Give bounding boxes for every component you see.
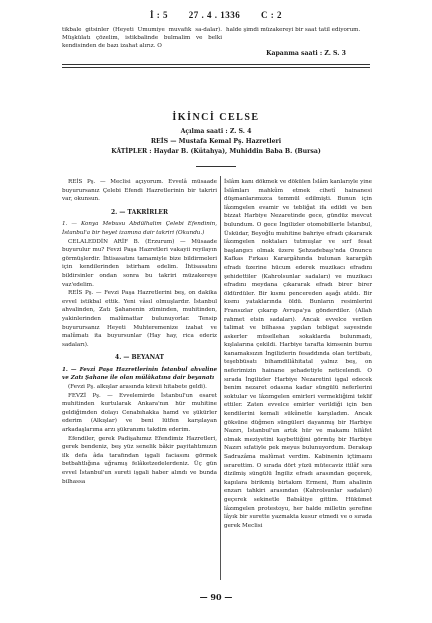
column-divider <box>220 176 221 580</box>
session-president: REİS — Mustafa Kemal Pş. Hazretleri <box>150 138 282 145</box>
page-number: — 90 — <box>199 592 233 602</box>
session-clerks: KÂTİPLER : Haydar B. (Kütahya), Muhiddin Baba B. (Bursa) <box>111 148 321 155</box>
paragraph: REİS Pş. — Meclisi açıyorum. Evvelâ müsaade buyurursanız Çelebi Efendi Hazretlerinin bir takriri var, okunsun. <box>62 179 217 203</box>
section-heading: 4. — BEYANAT <box>115 354 164 362</box>
paragraph: Efendiler, gerek Padişahımız Efendimiz Hazretleri, gerek bendeniz, beş yüz senelik bâkir payitahtımızın ilk defa âda tarafından işgali faciasını görmek betbahtlığına uğramış felâketzedelerdeniz. Üç gün evvel İstanbul'un sureti işgali haber alındı ve bunda bilhassa <box>62 435 217 485</box>
subsection-heading: 1. — Fevzi Paşa Hazretlerinin İstanbul ahvaline ve Zatı Şahane ile olan mülâkatına dair beyanatı <box>62 366 217 382</box>
paragraph: İslâm kanı dökmek ve dökülen İslâm kanlarıyle yine İslâmları mahkûm etmek cihetî hainanesi düşmanlarımızca temmül edilmişti. Bunun için lâzımgelen evamir ve tebliğat ifa edildi ve ben bizzat Harbiye Nezaretinde gece, gündüz mevcut bulundum. O gece İngilizler otomobillerle İstanbul, Üsküdar, Beyoğlu muhitine bahriye efradı çıkararak lâzımgelen noktaları tutmuşlar ve sırf fesat başlangıcı olmak üzere Şehzadebaşı'nda Onuncu Kafkas Fırkası Karargâhında bulunan karargâh efradı üzerine hücum ederek muzikacı efradını şehidettiler (Kahrolsunlar sadaları) ve muzikacı efradını meydana çıkararak efradı birer birer öldürdüler. Bir kısmı pencereden aşağı atıldı. Bir kısmı yataklarında öldü. Bunların resimlerini Fransızlar çıkarıp Avrupa'ya gönderdiler. (Allah rahmet etsin sadaları). Ancak evvelce verilen talimat ve bilhassa yapılan tebligat sayesinde askerler müsellehan sokaklarda bulunmadı, kışlalarına çekildi. Harbiye tarafta kimsenin burnu kanamaksızın İngilizlerin fesaddında olan tertibatı, teşebbüsatı bihamdillâhitatal yalnız beş, on neferimizin hainane şehadetiyle neticelendi. O sırada İngilizler Harbiye Nezaretini işgal edecek benim nezaret odasına kadar süngülü neferlerini soktular ve lâzımgelen emirleri vermekliğimi teklif ettiler. Zaten evvelce emirler verildiği için ben kendilerini kemali sükûnetle karşıladım. Ancak göksüne düğmen süngüleri dayanmış bir Harbiye Nazırı, İstanbul'un artık hür ve makamı hilâfet olmak meziyetini kaybettiğini görmüş bir Harbiye Nazırı sıfatiyle pek meyus bulunuyordum. Derakap Sadrazâma malûmat verdim. Kabinenin içtimaını ısrarettim. O sırada dört yüzü mütecaviz itilâf sıra dizilmiş süngülü İngiliz efradı arasından geçerek, kapılara birikmiş birtakım Ermeni, Rum ahalinin enzarı tahkiri arasından (Kahrolsunlar sadaları) geçerek sekinetle Babıâliye gittim. Hükümet lâzımgelen protestoyu, her halde milletin şerefine lâyık bir surette yazmakta kusur etmedi ve o sırada gerek Meclisi <box>224 179 372 529</box>
continued-text-right: halde şimdi müzakereyi bir saat tatil ediyorum. <box>226 27 361 33</box>
subsection-heading: 1. — Konya Mebusu Abdülhalim Çelebi Efendinin, İstanbul'a bir heyet izamına dair takriri (Okundu.) <box>62 221 217 236</box>
closing-time: Kapanma saati : Z. S. 3 <box>266 50 346 57</box>
header-date: 27 . 4 . 1336 <box>188 10 241 20</box>
left-column <box>62 178 217 486</box>
header-right: C : 2 <box>261 10 282 20</box>
right-column <box>224 178 372 530</box>
separator-rule <box>62 64 370 65</box>
header-left: İ : 5 <box>150 10 168 20</box>
paragraph: FEVZİ Pş. — Evvelemirde İstanbul'un esaret muhitinden kurtularak Ankara'nın hür muhitine geldiğimden dolayı Cenabıhakka hamd ve şükürler ederim (Alkışlar) ve beni lütfen karşılayan arkadaşlarıma arzı şükranımı takdim ederim. <box>62 392 217 434</box>
opening-time: Açılma saati : Z. S. 4 <box>180 128 252 135</box>
short-rule <box>196 166 236 167</box>
separator-rule-2 <box>62 67 370 68</box>
paragraph: CELALEDDİN ARİF B. (Erzurum) — Müsaade buyurulur mu? Fevzi Paşa Hazretleri vakayii reyilayın görmüşlerdir. İhtisasatını tamamiyle bize bildirmeleri için kendilerinden istirham edelim. İhtisasatını bildirsinler ondan sonra bu takriri müzakereye vaz'edelim. <box>62 238 217 288</box>
paragraph: (Fevzi Pş. alkışlar arasında kürsii hitabete geldi). <box>68 384 207 391</box>
page-header <box>0 10 432 20</box>
paragraph: REİS Pş. — Fevzi Paşa Hazretlerini beş, on dakika evvel istikbal ettik. Yeni vâsıl olmuşlardır. İstanbul ahvalinden, Zatı Şahanenin züminden, muhitinden, yakinlerinden malûmattar bulunuyorlar. Tensip buyurursanız Heyeti Muhteremenize izahat ve malûmatı ita buyursunlar (Hay hay, rica ederiz sadaları). <box>62 290 217 348</box>
session-title: İKİNCİ CELSE <box>172 112 260 123</box>
section-heading: 2. — TAKRİRLER <box>110 208 168 216</box>
continued-text-left: tikbale gitsinler (Heyeti Umumiye muvafık sa-dalar). Müşkülatı çözelim, istikbalinde bulmalim ve belki kendisinden de bazı izahat alırız. O <box>62 27 222 49</box>
